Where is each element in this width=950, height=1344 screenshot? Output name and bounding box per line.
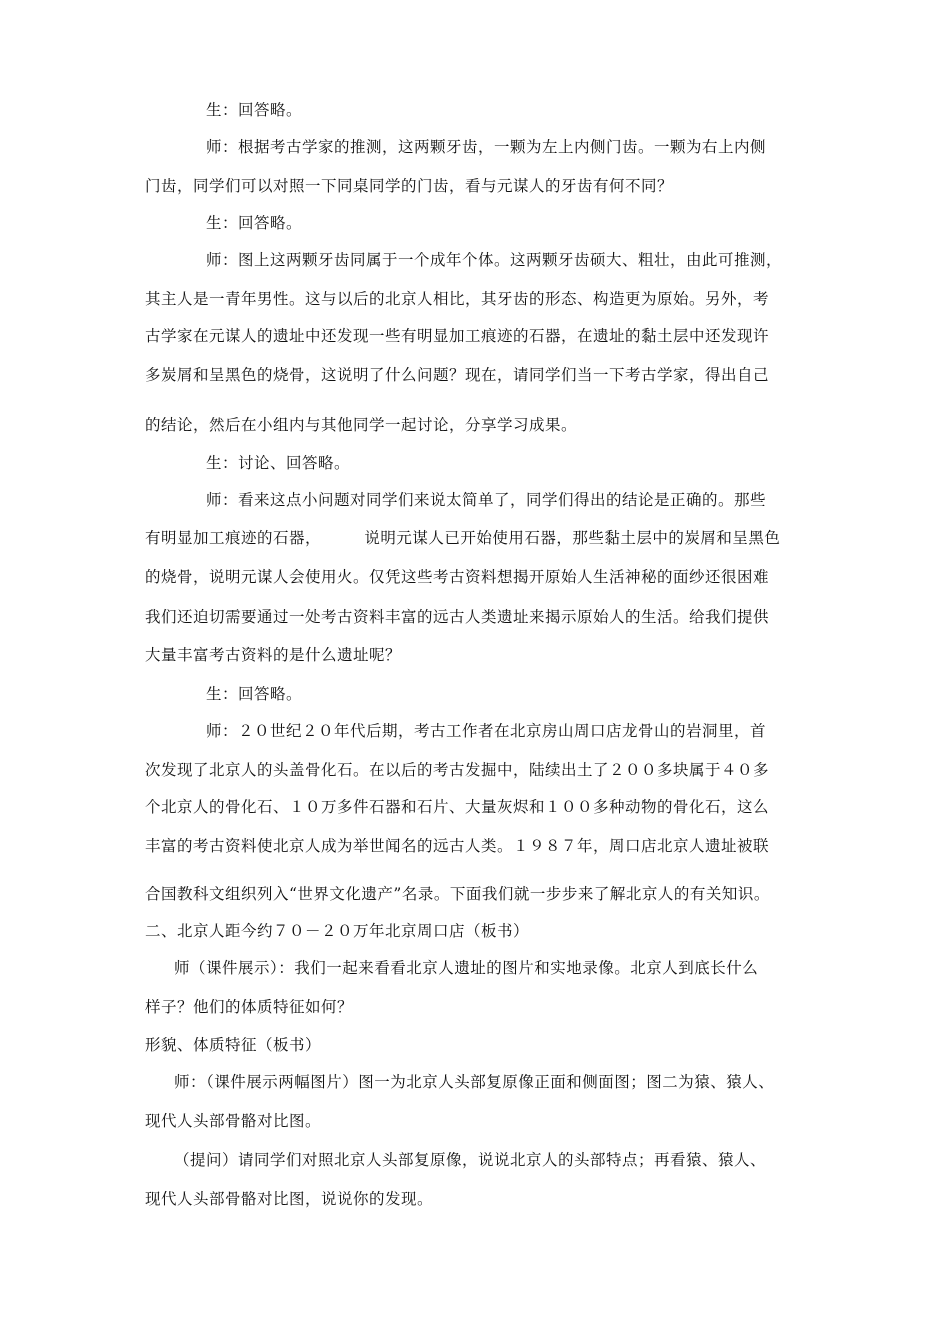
text-line: 我们还迫切需要通过一处考古资料丰富的远古人类遗址来揭示原始人的生活。给我们提供 (145, 608, 770, 626)
text-line: 合国教科文组织列入“世界文化遗产”名录。下面我们就一步步来了解北京人的有关知识。 (145, 885, 770, 903)
text-line: 生：讨论、回答略。 (206, 454, 351, 472)
text-line: 师：根据考古学家的推测，这两颗牙齿，一颗为左上内侧门齿。一颗为右上内侧 (206, 138, 767, 156)
text-line: （提问）请同学们对照北京人头部复原像，说说北京人的头部特点；再看猿、猿人、 (174, 1151, 767, 1169)
text-line: 师（课件展示）：我们一起来看看北京人遗址的图片和实地录像。北京人到底长什么 (174, 959, 759, 977)
text-line: 生：回答略。 (206, 101, 303, 119)
text-line: 生：回答略。 (206, 685, 303, 703)
text-line: 师：２０世纪２０年代后期，考古工作者在北京房山周口店龙骨山的岩洞里，首 (206, 722, 767, 740)
text-line: 个北京人的骨化石、１０万多件石器和石片、大量灰烬和１００多种动物的骨化石，这么 (145, 798, 770, 816)
section-heading: 二、北京人距今约７０－２０万年北京周口店（板书） (145, 922, 530, 940)
text-line: 多炭屑和呈黑色的烧骨，这说明了什么问题？现在，请同学们当一下考古学家，得出自己 (145, 366, 770, 384)
text-line: 门齿，同学们可以对照一下同桌同学的门齿，看与元谋人的牙齿有何不同？ (145, 177, 674, 195)
text-line: 的烧骨，说明元谋人会使用火。仅凭这些考古资料想揭开原始人生活神秘的面纱还很困难 (145, 568, 770, 586)
subsection-heading: 形貌、体质特征（板书） (145, 1036, 322, 1054)
text-line: 师：看来这点小问题对同学们来说太简单了，同学们得出的结论是正确的。那些 (206, 491, 767, 509)
text-line: 古学家在元谋人的遗址中还发现一些有明显加工痕迹的石器，在遗址的黏土层中还发现许 (145, 327, 770, 345)
text-line: 大量丰富考古资料的是什么遗址呢？ (145, 646, 402, 664)
text-line: 师：（课件展示两幅图片）图一为北京人头部复原像正面和侧面图；图二为猿、猿人、 (174, 1073, 775, 1091)
text-line: 师：图上这两颗牙齿同属于一个成年个体。这两颗牙齿硕大、粗壮，由此可推测， (206, 251, 783, 269)
text-line: 生：回答略。 (206, 214, 303, 232)
text-line: 其主人是一青年男性。这与以后的北京人相比，其牙齿的形态、构造更为原始。另外，考 (145, 290, 770, 308)
text-line: 现代人头部骨骼对比图，说说你的发现。 (145, 1190, 434, 1208)
text-line: 丰富的考古资料使北京人成为举世闻名的远古人类。１９８７年，周口店北京人遗址被联 (145, 837, 770, 855)
text-line: 有明显加工痕迹的石器， 说明元谋人已开始使用石器，那些黏土层中的炭屑和呈黑色 (145, 529, 781, 547)
text-line: 次发现了北京人的头盖骨化石。在以后的考古发掘中，陆续出土了２００多块属于４０多 (145, 761, 770, 779)
text-line: 的结论，然后在小组内与其他同学一起讨论，分享学习成果。 (145, 416, 578, 434)
text-line: 现代人头部骨骼对比图。 (145, 1112, 322, 1130)
text-line: 样子？他们的体质特征如何？ (145, 998, 354, 1016)
